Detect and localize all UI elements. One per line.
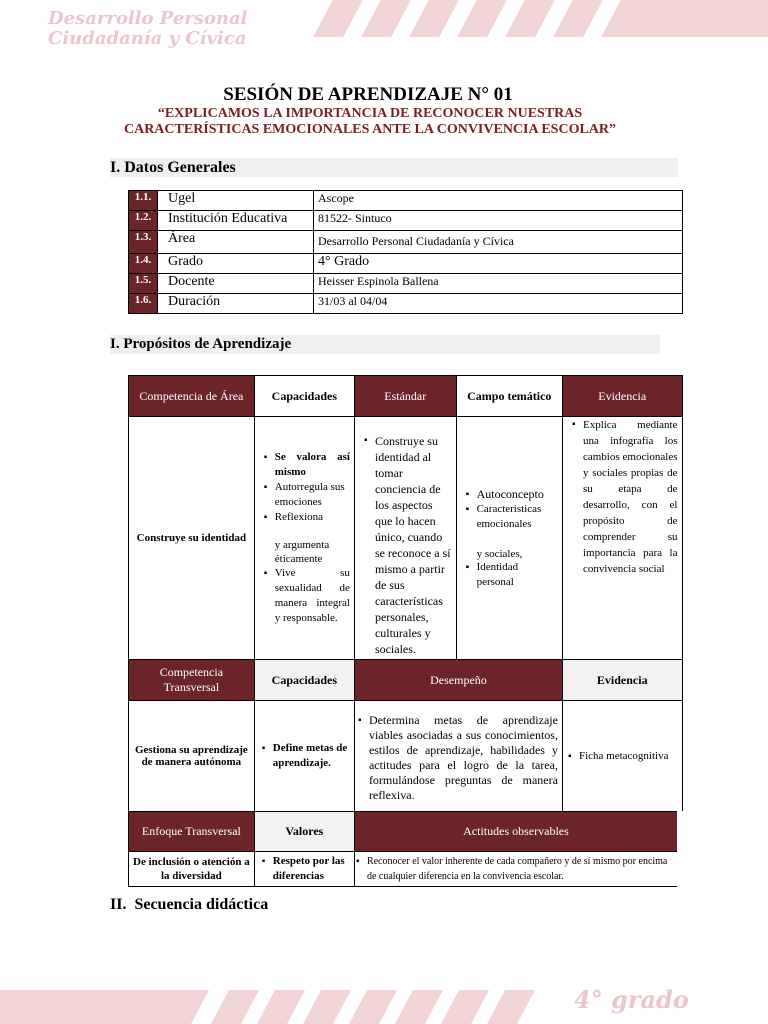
header-cell: Estándar <box>354 376 456 417</box>
list-item: ▪ Se valora así mismo <box>275 450 350 480</box>
table-header-row <box>129 376 683 417</box>
row-label: Duración <box>158 294 314 314</box>
capacidades-cell <box>254 701 354 812</box>
brand-watermark <box>48 9 248 49</box>
campo-cell <box>456 417 562 660</box>
table-header-row <box>129 660 683 701</box>
row-value: 81522- Sintuco <box>314 211 683 231</box>
session-subtitle: “EXPLICAMOS LA IMPORTANCIA DE RECONOCER NUESTRAS CARACTERÍSTICAS EMOCIONALES ANTE LA CONVIVENCIA ESCOLAR” <box>123 106 617 137</box>
list-item: ▪ Respeto por las diferencias <box>273 854 350 884</box>
list-item: ▪ Reconocer el valor inherente de cada compañero y de sí mismo por encima de cualquier diferencia en la convivencia escolar. <box>367 854 673 884</box>
table-row <box>129 191 683 211</box>
list-item: ▪ Autoconcepto <box>477 487 558 502</box>
row-number: 1.3. <box>129 231 158 254</box>
row-number: 1.6. <box>129 294 158 314</box>
row-label: Grado <box>158 254 314 274</box>
header-cell: Campo temático <box>456 376 562 417</box>
enfoque-cell: De inclusión o atención a la diversidad <box>129 852 255 887</box>
grade-watermark: 4° grado <box>574 985 689 1014</box>
section-heading-purposes <box>110 336 291 353</box>
evidencia-cell <box>562 417 682 660</box>
header-cell: Desempeño <box>354 660 562 701</box>
list-item: ▪ Construye su identidad al tomar conciencia de los aspectos que lo hacen único, cuando se reconoce a sí mismo a partir de sus características personales, culturales y sociales. <box>375 433 452 657</box>
table-row <box>129 211 683 231</box>
row-number: 1.5. <box>129 274 158 294</box>
row-value: Heisser Espinola Ballena <box>314 274 683 294</box>
brand-line-1: Desarrollo Personal <box>48 8 248 29</box>
header-cell: Actitudes observables <box>354 812 682 852</box>
row-label: Ugel <box>158 191 314 211</box>
list-item: ▪ Identidad personal <box>477 560 558 590</box>
purposes-table <box>128 375 687 887</box>
header-cell: Evidencia <box>562 376 682 417</box>
table-row <box>129 417 683 660</box>
competencia-cell: Gestiona su aprendizaje de manera autónoma <box>129 701 255 812</box>
table-row <box>129 254 683 274</box>
list-item: ▪ Características emocionales <box>477 502 558 532</box>
section-title: Propósitos de Aprendizaje <box>123 336 292 352</box>
section-number: I. <box>110 336 120 352</box>
session-title: SESIÓN DE APRENDIZAJE N° 01 <box>223 84 513 105</box>
header-cell: Capacidades <box>254 660 354 701</box>
section-title: Datos Generales <box>124 159 236 176</box>
header-cell: Competencia Transversal <box>129 660 255 701</box>
list-item: ▪ Explica mediante una infografía los cambios emocionales y sociales propias de su etapa de desarrollo, con el propósito de comprender su importancia para la convivencia social <box>583 417 678 577</box>
row-number: 1.4. <box>129 254 158 274</box>
row-value: 31/03 al 04/04 <box>314 294 683 314</box>
campo-continuation: y sociales, <box>476 547 523 560</box>
list-item: ▪ Autorregula sus emociones <box>275 480 350 510</box>
list-item: ▪ Ficha metacognitiva <box>579 749 678 764</box>
row-value: Ascope <box>314 191 683 211</box>
table-row <box>129 852 683 887</box>
header-stripe-decoration <box>305 0 768 37</box>
section-heading-general <box>110 159 236 177</box>
capacidades-cell <box>254 417 354 660</box>
section-heading-sequence <box>110 896 268 914</box>
row-number: 1.2. <box>129 211 158 231</box>
row-value: 4° Grado <box>314 254 683 274</box>
header-cell: Evidencia <box>562 660 682 701</box>
header-cell: Capacidades <box>254 376 354 417</box>
valores-cell <box>254 852 354 887</box>
table-header-row <box>129 812 683 852</box>
row-value: Desarrollo Personal Ciudadanía y Cívica <box>314 231 683 254</box>
row-label: Docente <box>158 274 314 294</box>
table-row <box>129 294 683 314</box>
header-cell: Enfoque Transversal <box>129 812 255 852</box>
list-item: ▪ Define metas de aprendizaje. <box>273 741 350 771</box>
competencia-cell: Construye su identidad <box>129 417 255 660</box>
section-title: Secuencia didáctica <box>134 896 269 913</box>
section-number: I. <box>110 159 121 176</box>
row-label: Institución Educativa <box>158 211 314 231</box>
row-number: 1.1. <box>129 191 158 211</box>
general-data-table <box>128 190 683 314</box>
list-item: ▪ Reflexiona <box>275 510 350 525</box>
evidencia-cell <box>562 701 682 812</box>
brand-line-2: Ciudadanía y Cívica <box>48 28 247 49</box>
table-row <box>129 274 683 294</box>
header-cell: Competencia de Área <box>129 376 255 417</box>
list-item: ▪ Determina metas de aprendizaje viables asociadas a sus conocimientos, estilos de aprendizaje, habilidades y actitudes para el logro de la tarea, formulándose preguntas de manera reflexiva. <box>369 713 558 803</box>
row-label: Área <box>158 231 314 254</box>
table-row <box>129 701 683 812</box>
desempeno-cell <box>354 701 562 812</box>
actitudes-cell <box>354 852 682 887</box>
estandar-cell <box>354 417 456 660</box>
list-item: ▪ Vive su sexualidad de manera integral y responsable. <box>275 566 350 626</box>
section-number: II. <box>110 896 127 913</box>
capacidad-continuation: y argumenta éticamente <box>274 539 330 565</box>
header-cell: Valores <box>254 812 354 852</box>
table-row <box>129 231 683 254</box>
